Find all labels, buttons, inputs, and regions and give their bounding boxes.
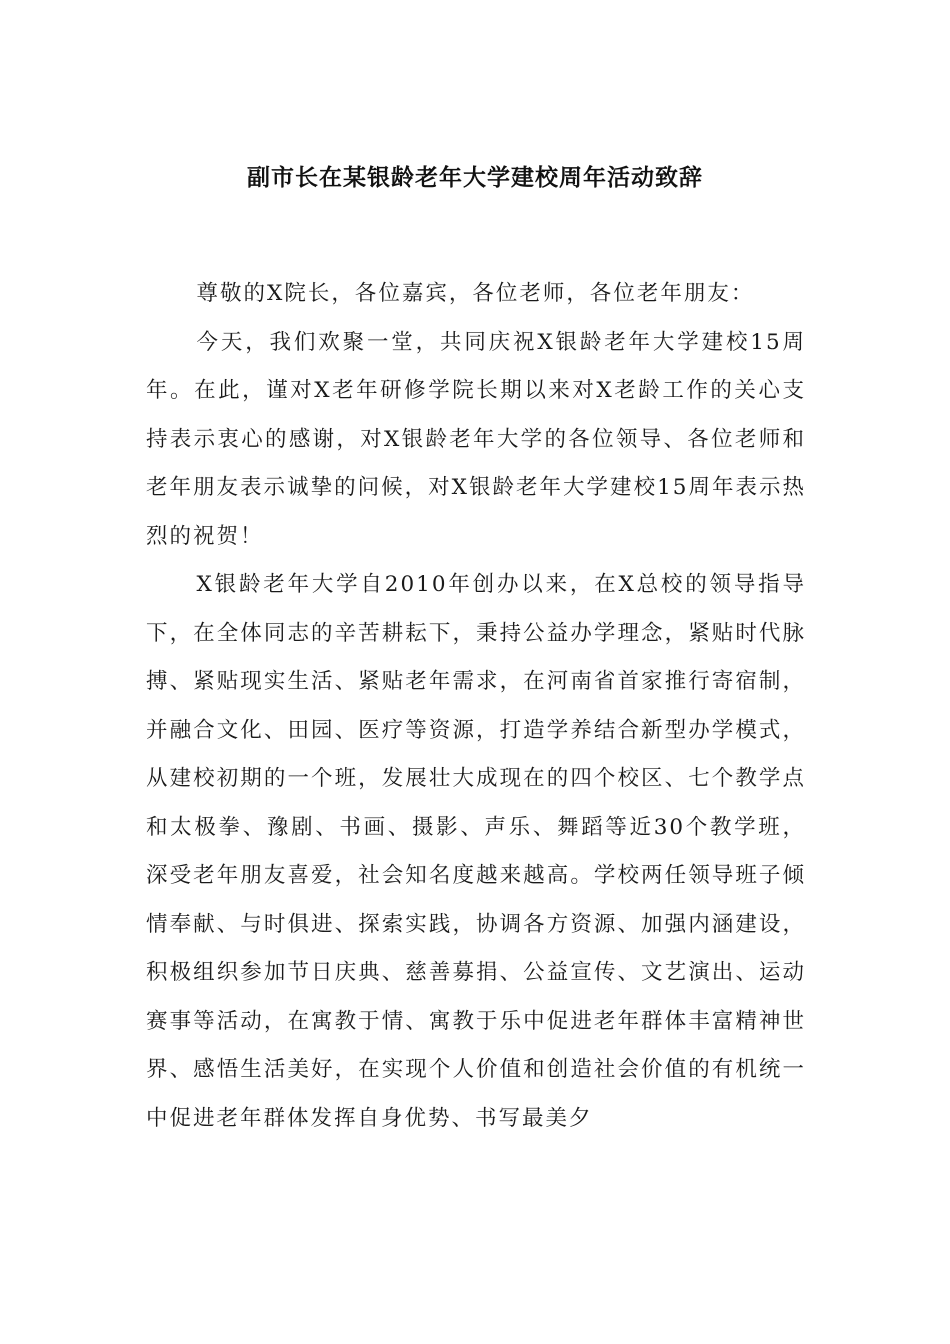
paragraph: 今天，我们欢聚一堂，共同庆祝X银龄老年大学建校15周年。在此，谨对X老年研修学院长期以来对X老龄工作的关心支持表示衷心的感谢，对X银龄老年大学的各位领导、各位老师和老年朋友表示诚挚的问候，对X银龄老年大学建校15周年表示热烈的祝贺！ [146, 329, 806, 549]
document-body [146, 270, 806, 1143]
document-title: 副市长在某银龄老年大学建校周年活动致辞 [247, 164, 703, 191]
paragraph: X银龄老年大学自2010年创办以来，在X总校的领导指导下，在全体同志的辛苦耕耘下，秉持公益办学理念，紧贴时代脉搏、紧贴现实生活、紧贴老年需求，在河南省首家推行寄宿制，并融合文化、田园、医疗等资源，打造学养结合新型办学模式，从建校初期的一个班，发展壮大成现在的四个校区、七个教学点和太极拳、豫剧、书画、摄影、声乐、舞蹈等近30个教学班，深受老年朋友喜爱，社会知名度越来越高。学校两任领导班子倾情奉献、与时俱进、探索实践，协调各方资源、加强内涵建设，积极组织参加节日庆典、慈善募捐、公益宣传、文艺演出、运动赛事等活动，在寓教于情、寓教于乐中促进老年群体丰富精神世界、感悟生活美好，在实现个人价值和创造社会价值的有机统一中促进老年群体发挥自身优势、书写最美夕 [146, 572, 806, 1131]
salutation: 尊敬的X院长，各位嘉宾，各位老师，各位老年朋友： [196, 281, 755, 306]
